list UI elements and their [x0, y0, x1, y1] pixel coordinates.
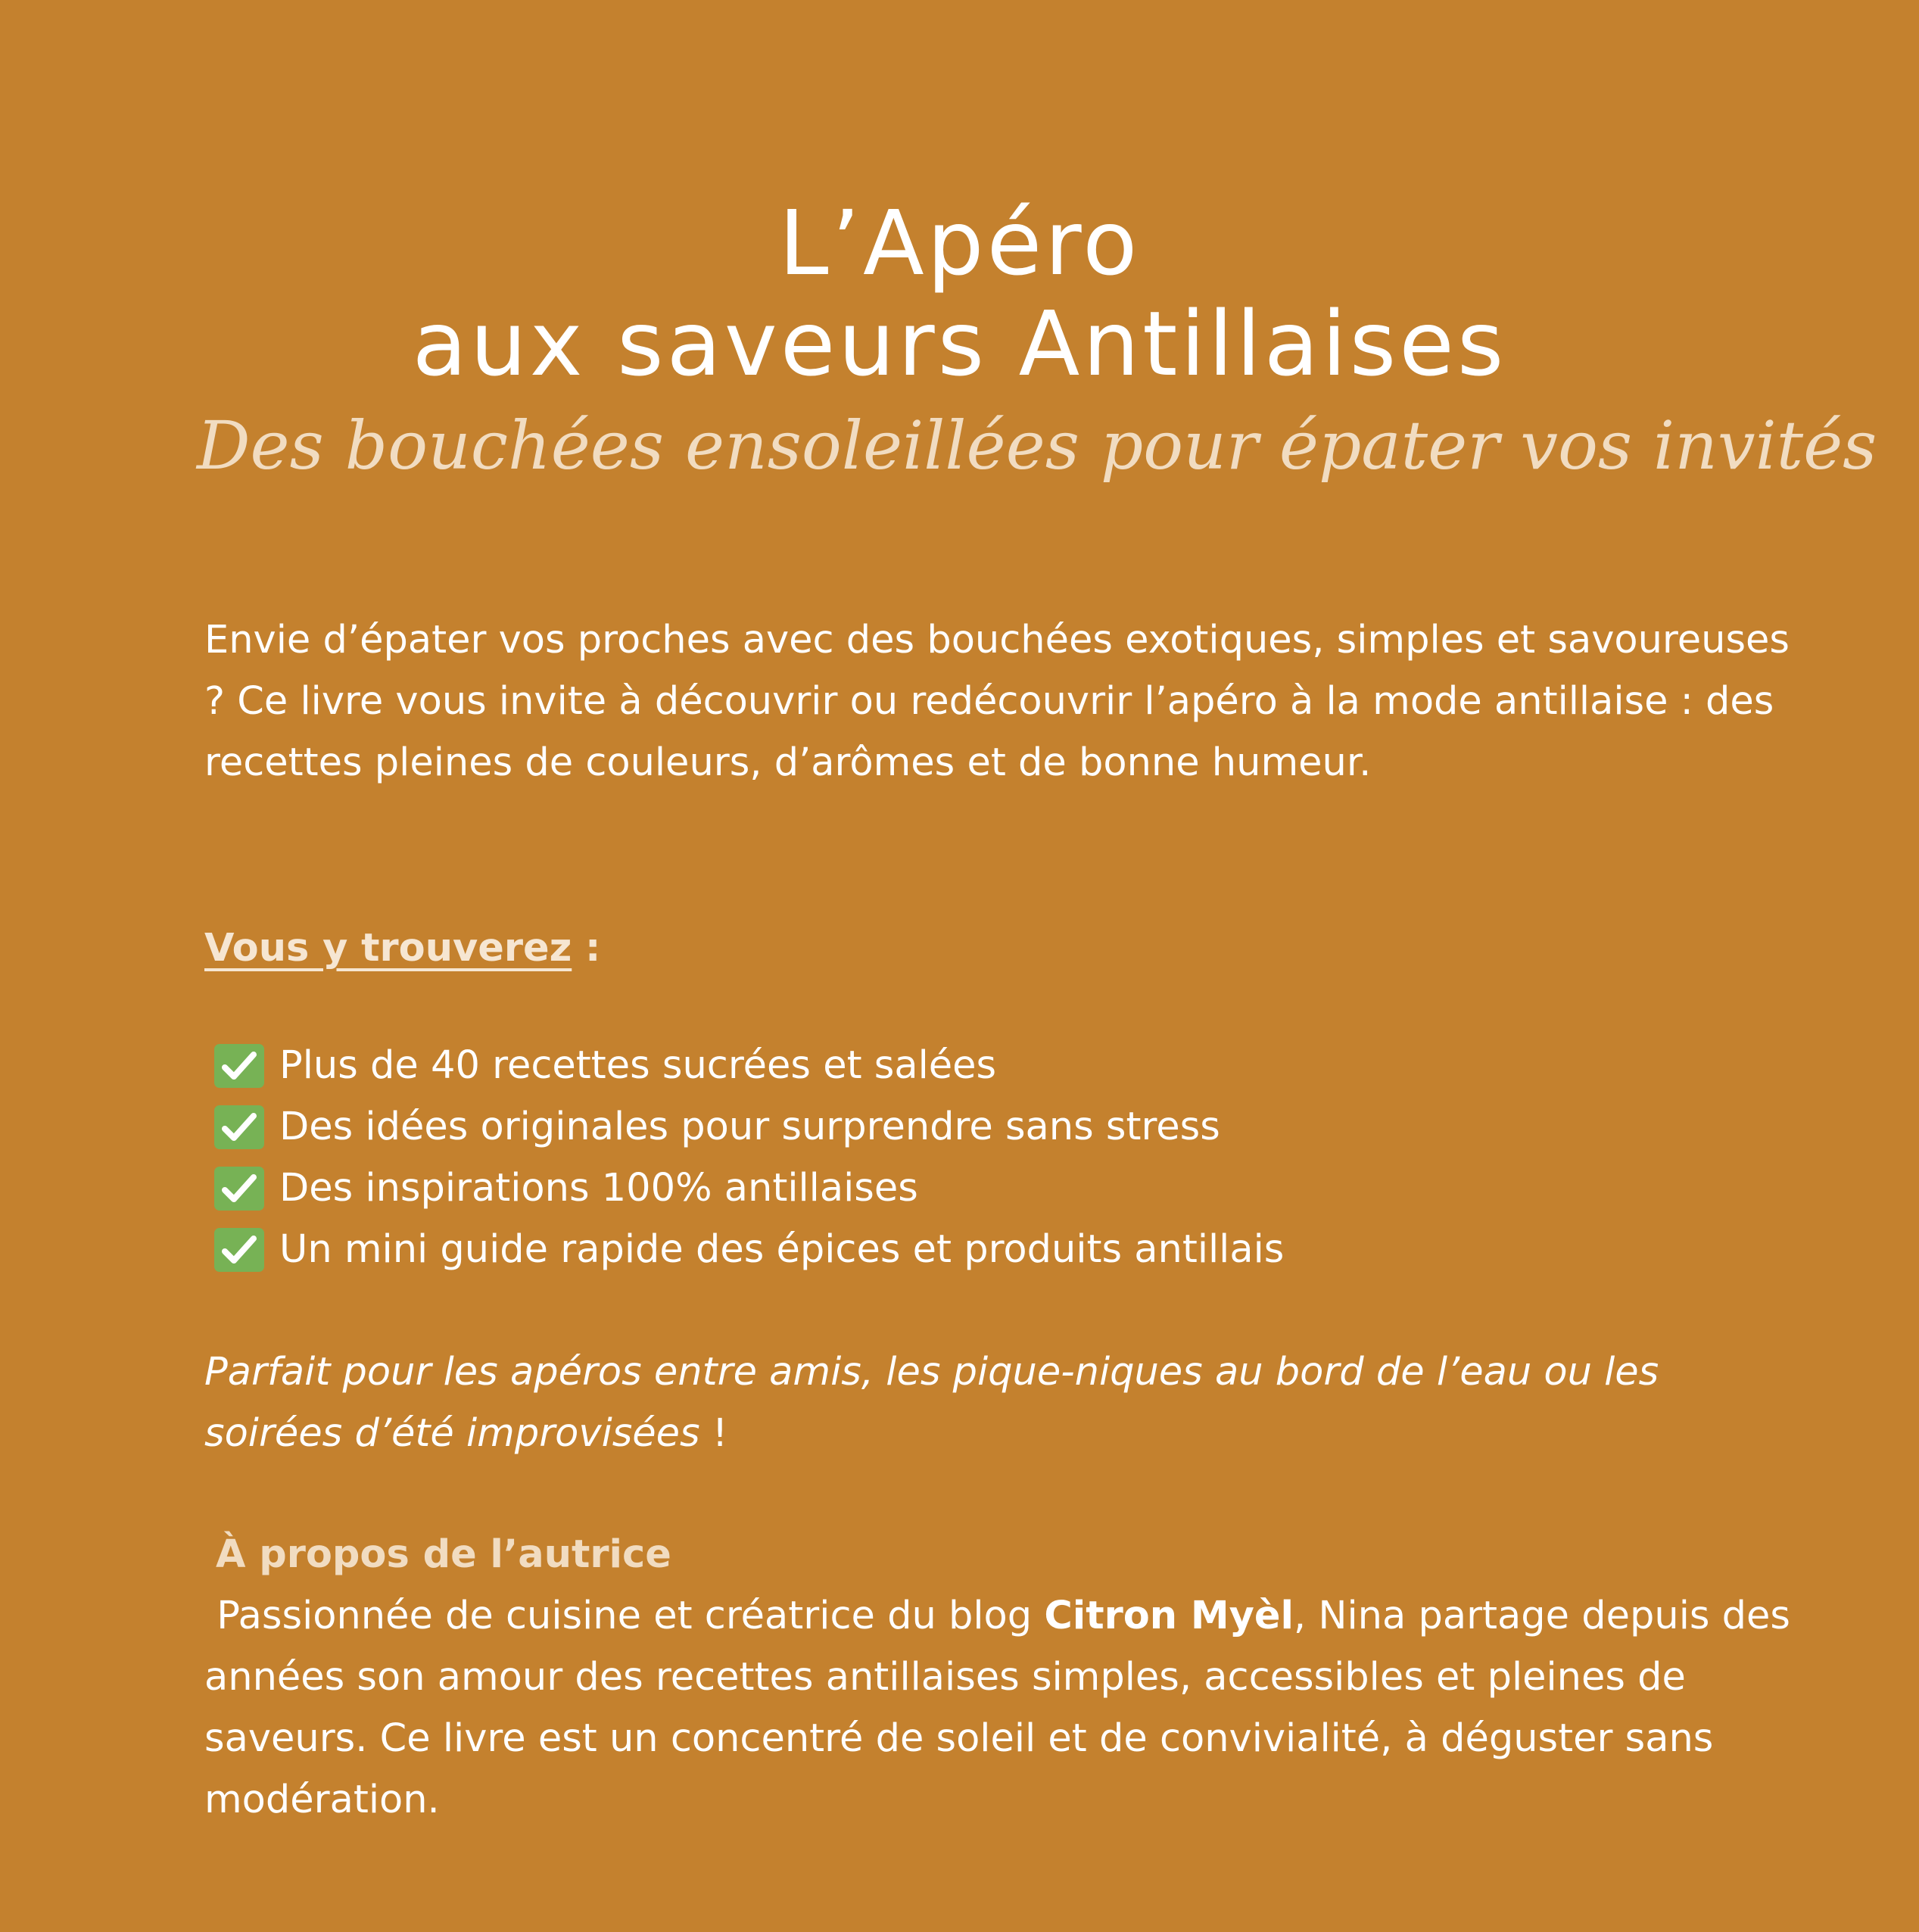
checklist-item	[214, 1035, 1284, 1096]
author-paragraph	[204, 1585, 1809, 1831]
blog-name: Citron Myèl	[1044, 1594, 1294, 1638]
feature-checklist	[214, 1035, 1284, 1280]
checklist-item-label: Des idées originales pour surprendre sans stress	[279, 1105, 1220, 1149]
found-heading-label: Vous y trouverez	[204, 926, 572, 971]
checklist-item	[214, 1219, 1284, 1280]
found-heading-colon: :	[572, 926, 601, 971]
check-mark-icon	[214, 1105, 264, 1149]
checklist-item-label: Un mini guide rapide des épices et produits antillais	[279, 1227, 1285, 1272]
author-text-after: , Nina partage depuis des années son amour des recettes antillaises simples, accessibles et pleines de saveurs. Ce livre est un concentré de soleil et de convivialité, à déguster sans modération.	[204, 1594, 1790, 1822]
author-heading: À propos de l’autrice	[216, 1532, 671, 1577]
check-mark-icon	[214, 1044, 264, 1088]
closing-exclamation: !	[699, 1411, 728, 1456]
closing-paragraph	[204, 1341, 1802, 1464]
closing-italic-text: Parfait pour les apéros entre amis, les pique-niques au bord de l’eau ou les soirées d’été improvisées	[204, 1350, 1659, 1456]
checklist-item-label: Plus de 40 recettes sucrées et salées	[279, 1043, 997, 1088]
subtitle: Des bouchées ensoleillées pour épater vos invités	[197, 407, 1877, 485]
checklist-item	[214, 1096, 1284, 1158]
title-line-1: L’Apéro	[778, 191, 1141, 295]
title-line-2: aux saveurs Antillaises	[412, 291, 1507, 396]
checklist-item	[214, 1158, 1284, 1219]
check-mark-icon	[214, 1167, 264, 1211]
author-text-before: Passionnée de cuisine et créatrice du blog	[217, 1594, 1045, 1638]
found-heading	[204, 918, 600, 979]
check-mark-icon	[214, 1228, 264, 1272]
checklist-item-label: Des inspirations 100% antillaises	[279, 1166, 918, 1211]
intro-paragraph: Envie d’épater vos proches avec des bouchées exotiques, simples et savoureuses ? Ce livre vous invite à découvrir ou redécouvrir l’apéro à la mode antillaise : des recettes pleines de couleurs, d’arômes et de bonne humeur.	[204, 618, 1790, 785]
